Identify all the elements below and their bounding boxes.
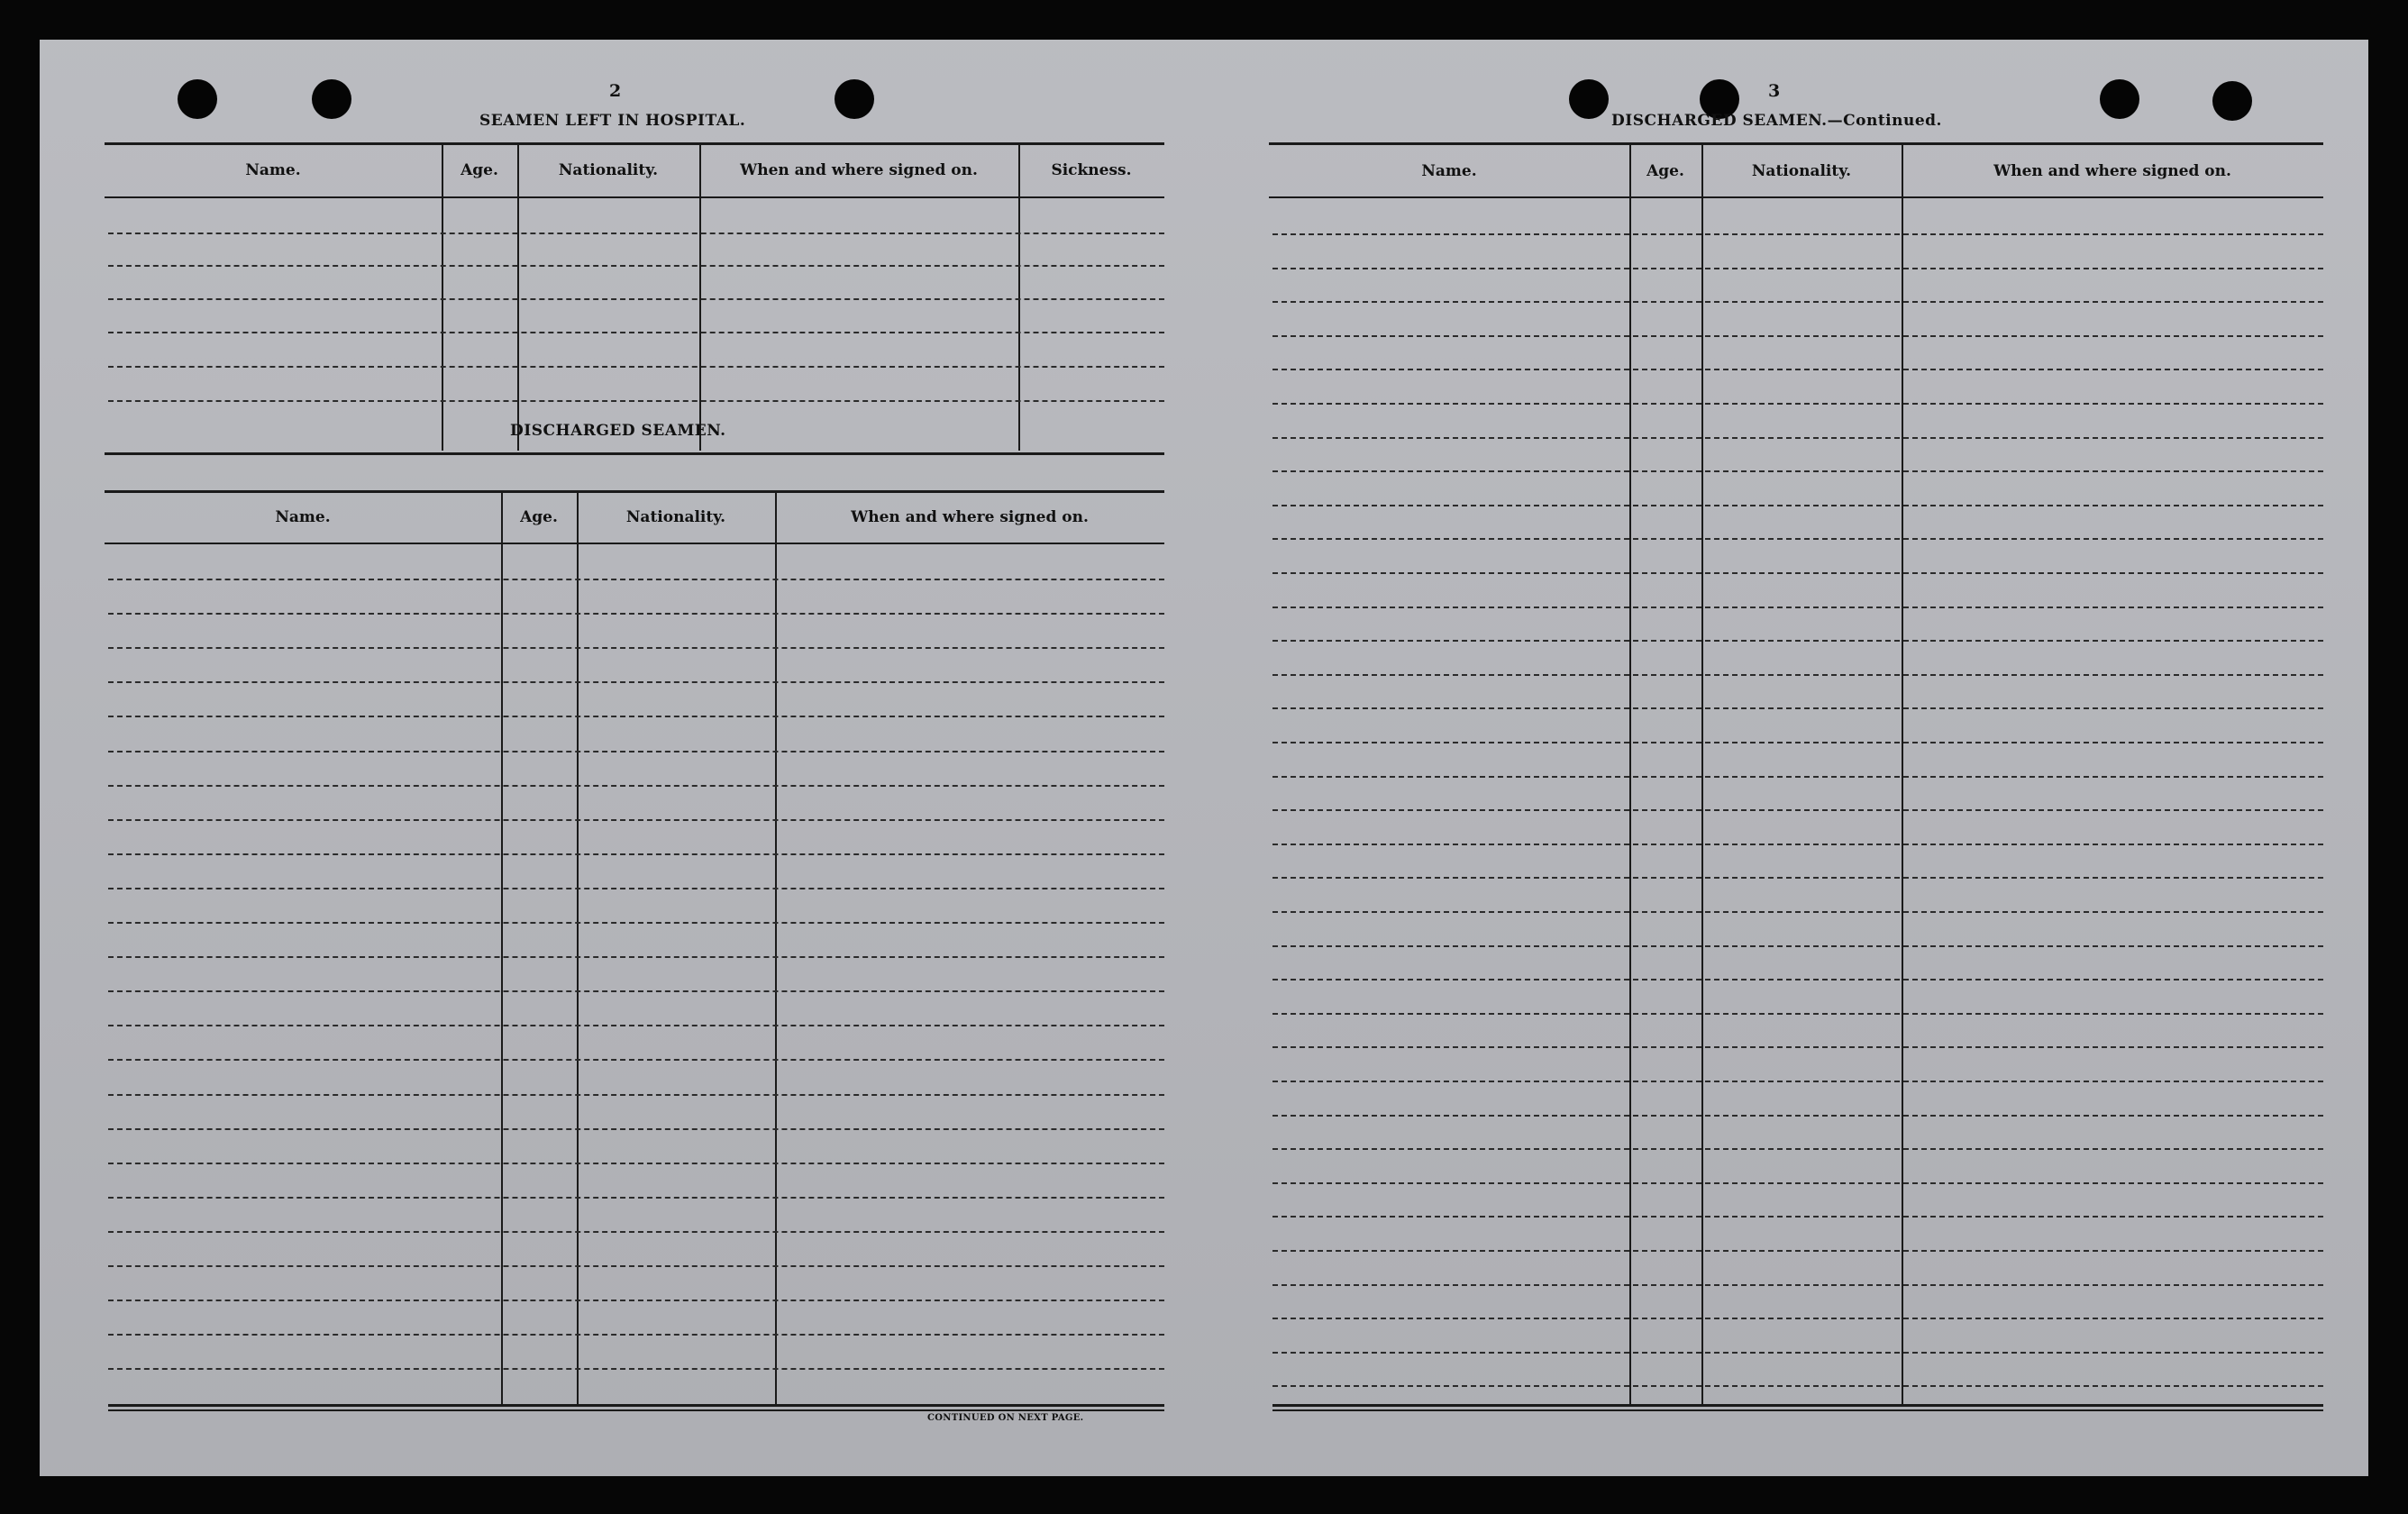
table-row-line <box>1272 1148 2323 1150</box>
punch-hole <box>835 79 874 119</box>
table-row-line <box>108 1128 1164 1130</box>
table-row-line <box>1272 1352 2323 1354</box>
table-row-line <box>108 922 1164 924</box>
hospital-row-line <box>108 233 1164 234</box>
discharged-table-bottom-rule-2 <box>108 1409 1164 1411</box>
table-row-line <box>108 1094 1164 1096</box>
right-col-age: Age. <box>1646 162 1684 180</box>
table-row-line <box>1272 1013 2323 1015</box>
table-row-line <box>108 681 1164 683</box>
right-col-signed-on: When and where signed on. <box>1993 162 2231 180</box>
table-row-line <box>1272 674 2323 676</box>
discharged-col-age: Age. <box>520 508 558 526</box>
table-row-line <box>1272 707 2323 709</box>
table-row-line <box>1272 844 2323 845</box>
right-table-bottom-rule-2 <box>1272 1409 2323 1411</box>
document-sheet <box>40 40 2368 1476</box>
punch-hole <box>312 79 351 119</box>
table-row-line <box>1272 877 2323 879</box>
table-row-line <box>108 1059 1164 1061</box>
discharged-col-signed-on: When and where signed on. <box>851 508 1089 526</box>
discharged-divider <box>775 492 777 1404</box>
hospital-col-name: Name. <box>245 161 301 179</box>
table-row-line <box>1272 1284 2323 1286</box>
table-row-line <box>108 1025 1164 1026</box>
table-row-line <box>1272 403 2323 405</box>
table-row-line <box>108 1231 1164 1233</box>
discharged-table-header-rule <box>105 543 1164 544</box>
table-row-line <box>1272 979 2323 980</box>
table-row-line <box>1272 1216 2323 1218</box>
discharged-col-nationality: Nationality. <box>625 508 726 526</box>
discharged-section-title: DISCHARGED SEAMEN. <box>510 422 726 440</box>
right-page-number: 3 <box>1768 81 1781 101</box>
table-row-line <box>108 785 1164 787</box>
right-table-top-rule <box>1269 142 2323 145</box>
discharged-divider <box>577 492 579 1404</box>
table-row-line <box>108 751 1164 752</box>
punch-hole <box>178 79 217 119</box>
table-row-line <box>108 1163 1164 1164</box>
discharged-divider <box>501 492 503 1404</box>
left-page-number: 2 <box>609 81 622 101</box>
table-row-line <box>1272 268 2323 269</box>
hospital-divider <box>699 144 701 451</box>
table-row-line <box>1272 1081 2323 1082</box>
table-row-line <box>1272 1250 2323 1252</box>
table-row-line <box>108 1197 1164 1199</box>
right-col-name: Name. <box>1421 162 1477 180</box>
table-row-line <box>108 1334 1164 1336</box>
table-row-line <box>108 888 1164 889</box>
table-row-line <box>1272 505 2323 506</box>
table-row-line <box>1272 572 2323 574</box>
hospital-section-title: SEAMEN LEFT IN HOSPITAL. <box>479 112 746 130</box>
discharged-continued-title: DISCHARGED SEAMEN.—Continued. <box>1611 112 1942 130</box>
table-row-line <box>1272 607 2323 608</box>
hospital-row-line <box>108 332 1164 333</box>
table-row-line <box>108 613 1164 615</box>
hospital-row-line <box>108 366 1164 368</box>
punch-hole <box>1569 79 1609 119</box>
discharged-table-top-rule <box>105 490 1164 493</box>
table-row-line <box>1272 1385 2323 1387</box>
right-table-header-rule <box>1269 196 2323 198</box>
hospital-col-age: Age. <box>461 161 498 179</box>
table-row-line <box>1272 809 2323 811</box>
hospital-col-sickness: Sickness. <box>1051 161 1132 179</box>
table-row-line <box>1272 1046 2323 1048</box>
table-row-line <box>1272 776 2323 778</box>
hospital-table-top-rule <box>105 142 1164 145</box>
table-row-line <box>108 579 1164 580</box>
hospital-table-bottom-rule <box>105 452 1164 455</box>
table-row-line <box>1272 301 2323 303</box>
table-row-line <box>1272 945 2323 947</box>
hospital-row-line <box>108 400 1164 402</box>
table-row-line <box>1272 911 2323 913</box>
hospital-divider <box>517 144 519 451</box>
table-row-line <box>108 819 1164 821</box>
table-row-line <box>1272 538 2323 540</box>
table-row-line <box>1272 470 2323 472</box>
right-table-bottom-rule <box>1272 1404 2323 1407</box>
continued-note: CONTINUED ON NEXT PAGE. <box>927 1413 1084 1423</box>
table-row-line <box>108 853 1164 855</box>
table-row-line <box>1272 369 2323 370</box>
table-row-line <box>1272 233 2323 235</box>
discharged-col-name: Name. <box>275 508 331 526</box>
hospital-col-nationality: Nationality. <box>558 161 659 179</box>
punch-hole <box>2212 81 2252 121</box>
table-row-line <box>1272 335 2323 337</box>
hospital-divider <box>442 144 443 451</box>
table-row-line <box>1272 1318 2323 1319</box>
right-col-nationality: Nationality. <box>1751 162 1852 180</box>
table-row-line <box>108 647 1164 649</box>
table-row-line <box>1272 1182 2323 1184</box>
table-row-line <box>108 1368 1164 1370</box>
table-row-line <box>1272 1115 2323 1117</box>
hospital-col-signed-on: When and where signed on. <box>740 161 978 179</box>
punch-hole <box>2100 79 2139 119</box>
table-row-line <box>1272 437 2323 439</box>
hospital-divider <box>1018 144 1020 451</box>
discharged-table-bottom-rule <box>108 1404 1164 1407</box>
hospital-row-line <box>108 265 1164 267</box>
table-row-line <box>108 1300 1164 1301</box>
hospital-table-header-rule <box>105 196 1164 198</box>
hospital-row-line <box>108 298 1164 300</box>
table-row-line <box>108 716 1164 717</box>
table-row-line <box>108 1265 1164 1267</box>
table-row-line <box>1272 742 2323 743</box>
table-row-line <box>1272 640 2323 642</box>
table-row-line <box>108 990 1164 992</box>
table-row-line <box>108 956 1164 958</box>
